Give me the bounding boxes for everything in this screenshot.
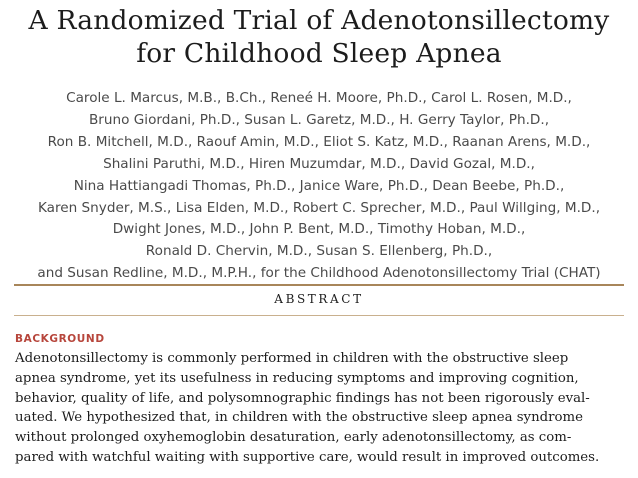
abstract-bottom-rule [14,315,624,316]
author-line: Bruno Giordani, Ph.D., Susan L. Garetz, M.D., H. Gerry Taylor, Ph.D., [88,111,550,128]
title-line: for Childhood Sleep Apnea [136,38,502,69]
title-line: A Randomized Trial of Adenotonsillectomy [28,5,610,36]
background-paragraph [15,349,627,468]
author-line: Karen Snyder, M.S., Lisa Elden, M.D., Robert C. Sprecher, M.D., Paul Willging, M.D., [37,199,601,216]
author-line: and Susan Redline, M.D., M.P.H., for the Childhood Adenotonsillectomy Trial (CHAT) [37,265,601,282]
body-line: pared with watchful waiting with supportive care, would result in improved outcomes. [15,449,600,465]
body-line: Adenotonsillectomy is commonly performed in children with the obstructive sleep [15,351,569,366]
author-line: Carole L. Marcus, M.B., B.Ch., Reneé H. Moore, Ph.D., Carol L. Rosen, M.D., [66,90,572,106]
author-line: Ron B. Mitchell, M.D., Raouf Amin, M.D., Eliot S. Katz, M.D., Raanan Arens, M.D., [47,133,591,150]
author-line: Nina Hattiangadi Thomas, Ph.D., Janice Ware, Ph.D., Dean Beebe, Ph.D., [73,177,565,194]
author-line: Ronald D. Chervin, M.D., Susan S. Ellenberg, Ph.D., [145,243,493,260]
body-line: uated. We hypothesized that, in children with the obstructive sleep apnea syndrome [15,410,583,426]
author-line: Shalini Paruthi, M.D., Hiren Muzumdar, M.D., David Gozal, M.D., [103,155,535,172]
author-line: Dwight Jones, M.D., John P. Bent, M.D., Timothy Hoban, M.D., [112,221,526,238]
body-line: behavior, quality of life, and polysomnographic findings has not been rigorously eval- [15,390,590,406]
abstract-top-rule [14,284,624,286]
body-line: apnea syndrome, yet its usefulness in reducing symptoms and improving cognition, [15,370,579,386]
abstract-heading: ABSTRACT [274,292,364,306]
author-list [0,88,638,285]
body-line: without prolonged oxyhemoglobin desaturation, early adenotonsillectomy, as com- [15,430,572,446]
section-label-background: BACKGROUND [15,333,105,345]
article-title [0,4,638,70]
